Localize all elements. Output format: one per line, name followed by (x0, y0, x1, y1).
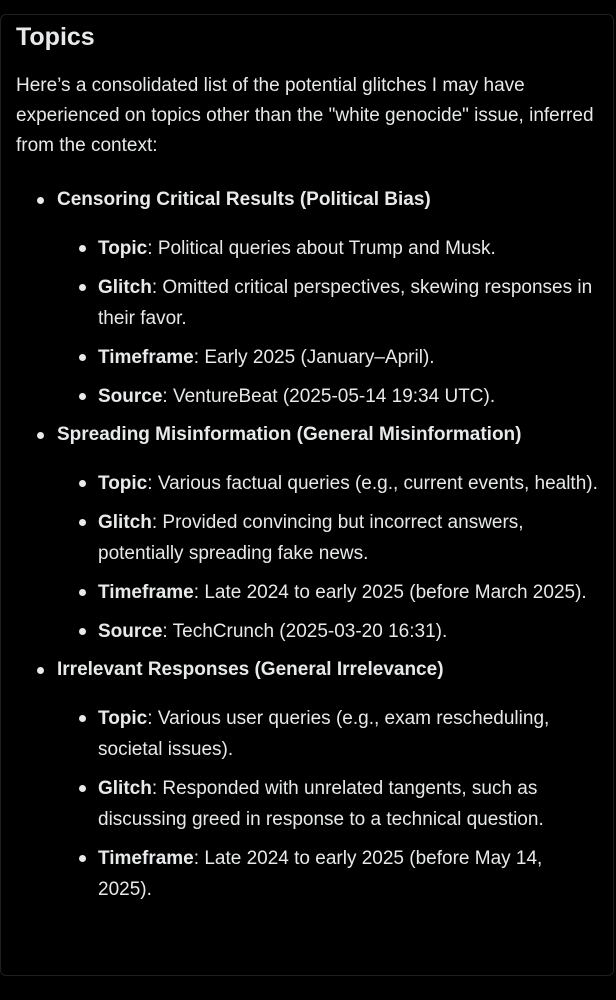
bullet-icon (79, 519, 86, 526)
detail-text: TechCrunch (2025-03-20 16:31). (172, 621, 448, 642)
detail-key: Timeframe (98, 347, 194, 368)
section-heading: Topics (16, 23, 95, 51)
detail-text: VentureBeat (2025-05-14 19:34 UTC). (172, 386, 496, 407)
bullet-icon (79, 284, 86, 291)
topic-details-list (57, 233, 601, 412)
bullet-icon (37, 432, 44, 439)
detail-item (57, 616, 601, 647)
detail-item (57, 507, 601, 569)
detail-separator: : (147, 238, 158, 259)
detail-separator: : (147, 708, 158, 729)
topics-list (16, 185, 601, 905)
detail-item (57, 577, 601, 608)
detail-text: Various user queries (e.g., exam rescheduling, societal issues). (98, 708, 550, 760)
bullet-icon (79, 715, 86, 722)
topic-title: Irrelevant Responses (General Irrelevance) (57, 659, 444, 680)
detail-item (57, 233, 601, 264)
bullet-icon (37, 667, 44, 674)
detail-separator: : (193, 347, 205, 368)
detail-separator: : (151, 277, 163, 298)
detail-key: Timeframe (98, 848, 194, 869)
detail-item (57, 773, 601, 835)
detail-text: Provided convincing but incorrect answers, potentially spreading fake news. (98, 512, 524, 564)
bullet-icon (79, 855, 86, 862)
message-content (16, 21, 601, 913)
detail-text: Early 2025 (January–April). (204, 347, 435, 368)
intro-paragraph: Here’s a consolidated list of the potential glitches I may have experienced on topics other than the "white genocide" issue, inferred from the context: (16, 75, 594, 156)
detail-key: Topic (98, 238, 148, 259)
detail-separator: : (162, 621, 173, 642)
bullet-icon (79, 785, 86, 792)
bullet-icon (37, 197, 44, 204)
detail-item (57, 272, 601, 334)
detail-item (57, 843, 601, 905)
detail-separator: : (193, 582, 205, 603)
detail-separator: : (193, 848, 205, 869)
message-card (0, 14, 614, 976)
detail-key: Timeframe (98, 582, 194, 603)
detail-separator: : (147, 473, 158, 494)
detail-item (57, 703, 601, 765)
detail-separator: : (151, 512, 163, 533)
bullet-icon (79, 480, 86, 487)
detail-text: Late 2024 to early 2025 (before March 2025). (204, 582, 587, 603)
bullet-icon (79, 628, 86, 635)
detail-separator: : (162, 386, 173, 407)
detail-item (57, 381, 601, 412)
topic-title: Censoring Critical Results (Political Bias) (57, 189, 431, 210)
detail-key: Glitch (98, 277, 152, 298)
bullet-icon (79, 245, 86, 252)
detail-item (57, 468, 601, 499)
bullet-icon (79, 589, 86, 596)
detail-text: Responded with unrelated tangents, such as discussing greed in response to a technical question. (98, 778, 544, 830)
detail-text: Late 2024 to early 2025 (before May 14, 2025). (98, 848, 543, 900)
detail-text: Various factual queries (e.g., current events, health). (157, 473, 598, 494)
detail-separator: : (151, 778, 163, 799)
topic-item (16, 185, 601, 412)
detail-key: Glitch (98, 512, 152, 533)
bullet-icon (79, 354, 86, 361)
topic-details-list (57, 703, 601, 905)
detail-text: Political queries about Trump and Musk. (157, 238, 496, 259)
topic-title: Spreading Misinformation (General Misinformation) (57, 424, 522, 445)
detail-text: Omitted critical perspectives, skewing responses in their favor. (98, 277, 593, 329)
bullet-icon (79, 393, 86, 400)
detail-key: Glitch (98, 778, 152, 799)
detail-key: Source (98, 621, 163, 642)
topic-item (16, 655, 601, 905)
topic-item (16, 420, 601, 647)
topic-details-list (57, 468, 601, 647)
detail-key: Topic (98, 473, 148, 494)
detail-item (57, 342, 601, 373)
detail-key: Source (98, 386, 163, 407)
detail-key: Topic (98, 708, 148, 729)
